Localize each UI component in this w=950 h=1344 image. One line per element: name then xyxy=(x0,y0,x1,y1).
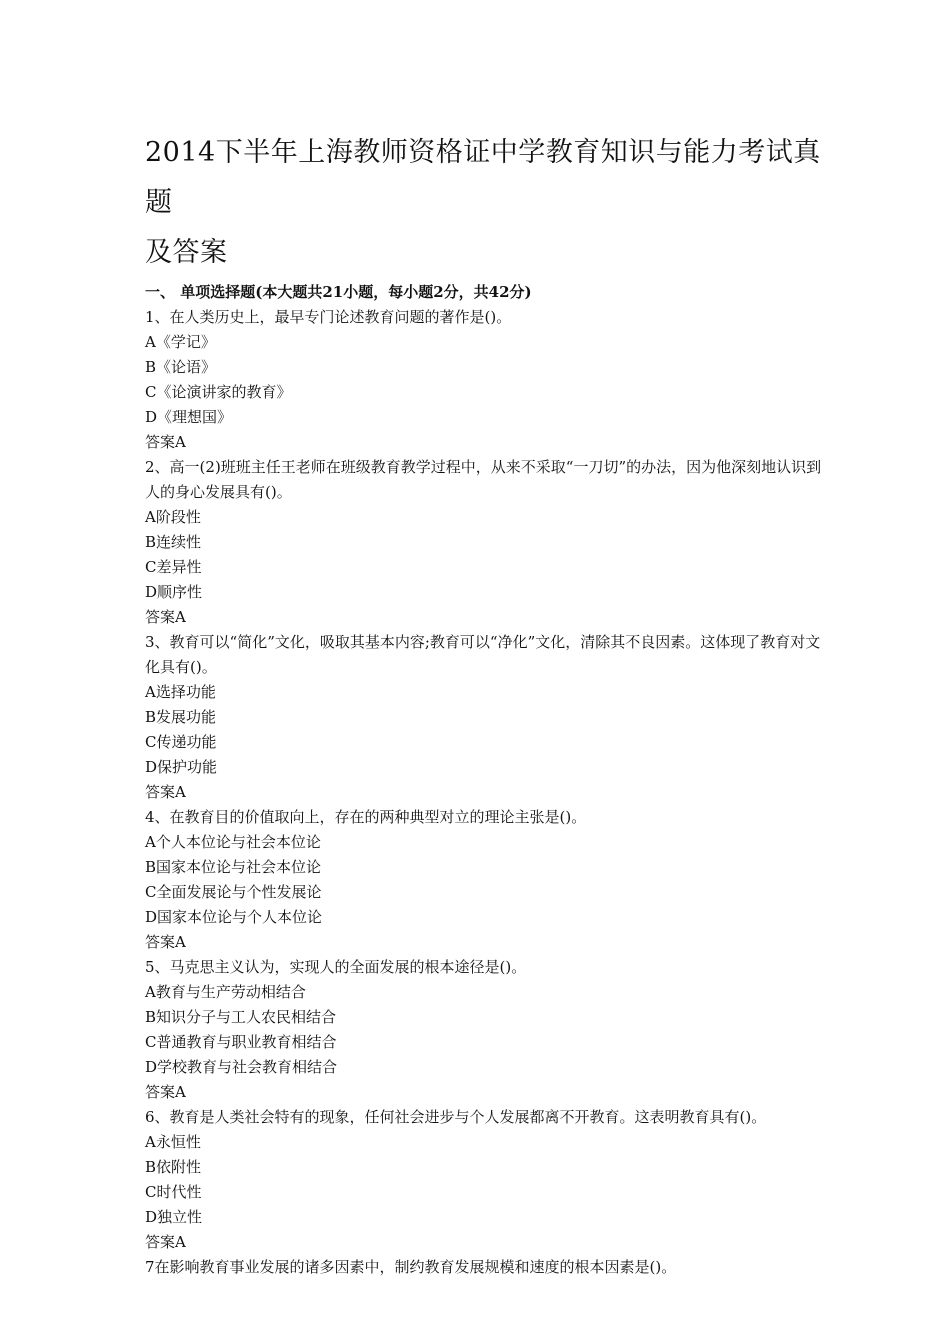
option-d: D顺序性 xyxy=(145,583,203,601)
question-block xyxy=(145,1255,835,1280)
option-b: B知识分子与工人农民相结合 xyxy=(145,1008,337,1026)
question-block xyxy=(145,805,835,955)
option-d: D学校教育与社会教育相结合 xyxy=(145,1058,338,1076)
option-a: A教育与生产劳动相结合 xyxy=(145,983,306,1001)
answer: 答案A xyxy=(145,933,186,951)
option-d: D国家本位论与个人本位论 xyxy=(145,908,323,926)
question-text: 6、教育是人类社会特有的现象，任何社会进步与个人发展都离不开教育。这表明教育具有()。 xyxy=(145,1108,767,1126)
question-text: 4、在教育目的价值取向上，存在的两种典型对立的理论主张是()。 xyxy=(145,808,587,826)
question-text: 3、教育可以“简化”文化，吸取其基本内容;教育可以“净化”文化，清除其不良因素。这体现了教育对文化具有()。 xyxy=(145,633,821,676)
option-c: C传递功能 xyxy=(145,733,217,751)
title-line-1: 2014下半年上海教师资格证中学教育知识与能力考试真题 xyxy=(145,137,821,218)
option-b: B《论语》 xyxy=(145,358,217,376)
question-block xyxy=(145,955,835,1105)
option-a: A《学记》 xyxy=(145,333,216,351)
document-title xyxy=(145,128,835,278)
answer: 答案A xyxy=(145,783,186,801)
option-a: A个人本位论与社会本位论 xyxy=(145,833,321,851)
option-c: C差异性 xyxy=(145,558,202,576)
answer: 答案A xyxy=(145,1083,186,1101)
option-b: B依附性 xyxy=(145,1158,202,1176)
option-a: A阶段性 xyxy=(145,508,201,526)
question-text: 1、在人类历史上，最早专门论述教育问题的著作是()。 xyxy=(145,308,512,326)
question-block xyxy=(145,455,835,630)
option-c: C《论演讲家的教育》 xyxy=(145,383,292,401)
title-line-2: 及答案 xyxy=(145,237,228,268)
answer: 答案A xyxy=(145,608,186,626)
option-c: C时代性 xyxy=(145,1183,202,1201)
question-text: 7在影响教育事业发展的诸多因素中，制约教育发展规模和速度的根本因素是()。 xyxy=(145,1258,677,1276)
option-d: D独立性 xyxy=(145,1208,203,1226)
option-d: D《理想国》 xyxy=(145,408,233,426)
question-text: 2、高一(2)班班主任王老师在班级教育教学过程中，从来不采取“一刀切”的办法，因为他深刻地认识到人的身心发展具有()。 xyxy=(145,458,822,501)
question-block xyxy=(145,1105,835,1255)
question-block xyxy=(145,630,835,805)
option-a: A选择功能 xyxy=(145,683,216,701)
section-heading: 一、 单项选择题(本大题共21小题，每小题2分，共42分) xyxy=(145,283,532,301)
option-d: D保护功能 xyxy=(145,758,218,776)
option-b: B连续性 xyxy=(145,533,202,551)
option-c: C普通教育与职业教育相结合 xyxy=(145,1033,337,1051)
answer: 答案A xyxy=(145,433,186,451)
option-b: B发展功能 xyxy=(145,708,217,726)
option-c: C全面发展论与个性发展论 xyxy=(145,883,322,901)
document-page xyxy=(145,128,835,1280)
question-text: 5、马克思主义认为，实现人的全面发展的根本途径是()。 xyxy=(145,958,527,976)
option-a: A永恒性 xyxy=(145,1133,201,1151)
answer: 答案A xyxy=(145,1233,186,1251)
option-b: B国家本位论与社会本位论 xyxy=(145,858,322,876)
question-block xyxy=(145,305,835,455)
